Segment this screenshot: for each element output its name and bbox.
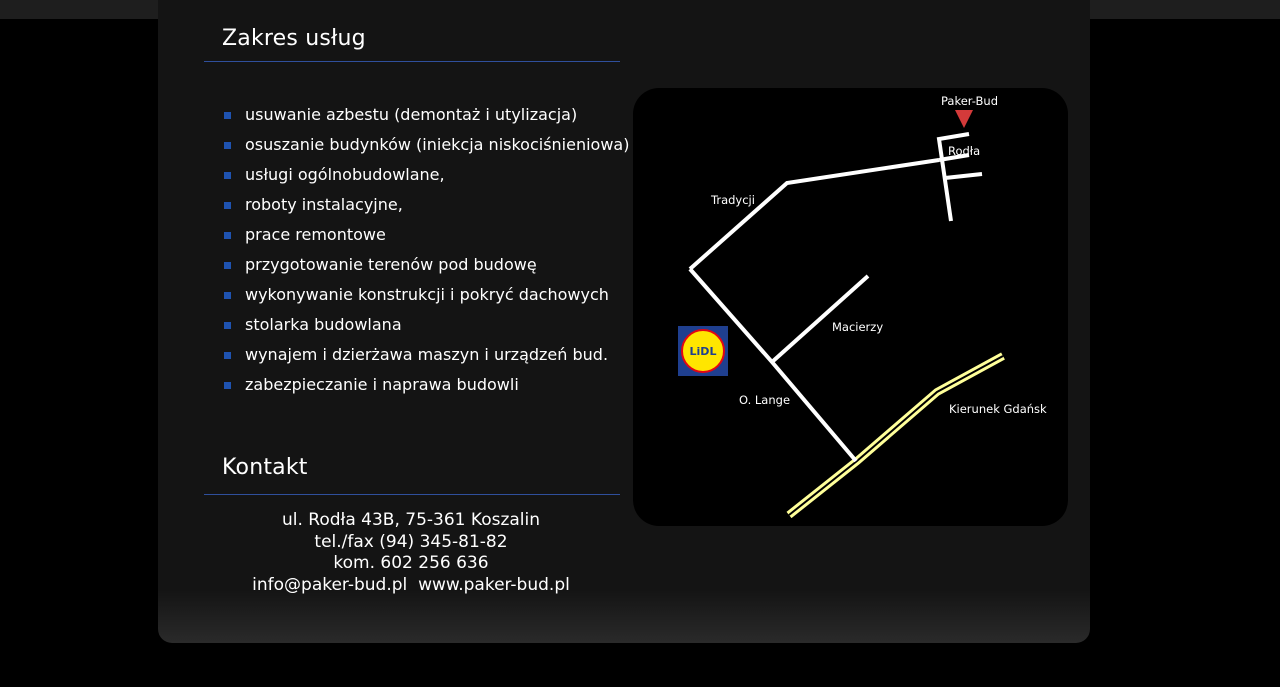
services-divider: [204, 61, 620, 62]
main-road: [789, 356, 1003, 515]
service-item: stolarka budowlana: [224, 310, 629, 340]
website-link[interactable]: www.paker-bud.pl: [418, 574, 570, 595]
label-rodla: Rodła: [948, 144, 981, 158]
bullet-icon: [224, 262, 231, 269]
street-rodla-spur: [945, 174, 982, 178]
contact-phone: tel./fax (94) 345-81-82: [314, 531, 508, 552]
bullet-icon: [224, 232, 231, 239]
bullet-icon: [224, 112, 231, 119]
contact-block: [204, 510, 618, 596]
map-canvas: [633, 88, 1068, 526]
service-item: roboty instalacyjne,: [224, 190, 629, 220]
content-panel: [158, 0, 1090, 643]
label-lange: O. Lange: [739, 393, 791, 407]
bullet-icon: [224, 202, 231, 209]
service-item: prace remontowe: [224, 220, 629, 250]
bullet-icon: [224, 382, 231, 389]
bullet-icon: [224, 352, 231, 359]
bullet-icon: [224, 322, 231, 329]
service-item: usługi ogólnobudowlane,: [224, 160, 629, 190]
label-paker-bud: Paker-Bud: [941, 94, 999, 108]
contact-mobile: kom. 602 256 636: [333, 553, 489, 573]
location-map: [633, 88, 1068, 526]
label-macierzy: Macierzy: [832, 320, 884, 334]
lidl-logo-text: LiDL: [689, 345, 717, 358]
contact-divider: [204, 494, 620, 495]
street-tradycji: [690, 160, 939, 269]
service-item: osuszanie budynków (iniekcja niskociśnieniowa): [224, 130, 629, 160]
contact-address: ul. Rodła 43B, 75-361 Koszalin: [281, 510, 541, 530]
location-pin-icon: [955, 110, 973, 128]
contact-web-line: [204, 575, 618, 597]
street-lines: [690, 134, 982, 461]
services-list: [224, 100, 629, 400]
lidl-logo-icon: [678, 326, 728, 376]
service-item: wykonywanie konstrukcji i pokryć dachowych: [224, 280, 629, 310]
service-item: zabezpieczanie i naprawa budowli: [224, 370, 629, 400]
label-direction: Kierunek Gdańsk: [949, 402, 1047, 416]
bullet-icon: [224, 292, 231, 299]
service-item: przygotowanie terenów pod budowę: [224, 250, 629, 280]
bullet-icon: [224, 142, 231, 149]
label-tradycji: Tradycji: [711, 193, 755, 207]
bullet-icon: [224, 172, 231, 179]
service-item: wynajem i dzierżawa maszyn i urządzeń bud.: [224, 340, 629, 370]
street-macierzy: [772, 276, 868, 362]
services-title: Zakres usług: [222, 26, 366, 51]
service-item: usuwanie azbestu (demontaż i utylizacja): [224, 100, 629, 130]
contact-title: Kontakt: [222, 455, 308, 480]
email-link[interactable]: info@paker-bud.pl: [252, 574, 408, 595]
